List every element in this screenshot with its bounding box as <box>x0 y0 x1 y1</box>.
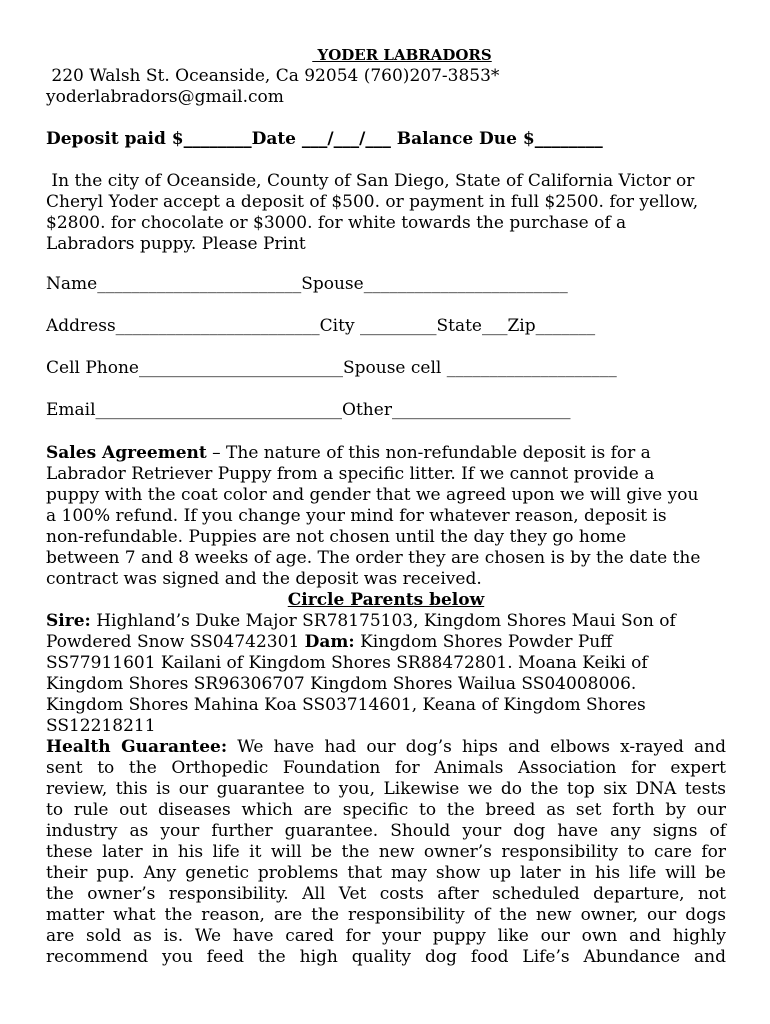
dam-label: Dam: <box>304 632 355 652</box>
sales-agreement-label: Sales Agreement <box>46 443 207 463</box>
sales-agreement-text: – The nature of this non-refundable deposit is for a <box>206 443 651 463</box>
dam-line <box>46 632 726 653</box>
sire-label: Sire: <box>46 611 91 631</box>
sales-agreement-line: puppy with the coat color and gender that we agreed upon we will give you <box>46 485 699 505</box>
parents-line2-text: Powdered Snow SS04742301 <box>46 632 305 652</box>
health-line: their pup. Any genetic problems that may show up later in his life will be <box>46 863 726 883</box>
name-spouse-field[interactable]: Name________________________Spouse________________________ <box>46 274 568 294</box>
health-line: the owner’s responsibility. All Vet costs after scheduled departure, not <box>46 884 726 904</box>
health-line: industry as your further guarantee. Should your dog have any signs of <box>46 821 726 841</box>
health-line: are sold as is. We have cared for your puppy like our own and highly <box>46 926 726 946</box>
sales-agreement-first-line <box>46 443 726 464</box>
health-text: We have had our dog’s hips and elbows x-rayed and <box>227 737 726 757</box>
parents-line: Kingdom Shores Mahina Koa SS03714601, Keana of Kingdom Shores <box>46 695 646 715</box>
sire-text: Highland’s Duke Major SR78175103, Kingdom Shores Maui Son of <box>90 611 676 631</box>
sales-agreement-section <box>46 443 726 968</box>
dam-text: Kingdom Shores Powder Puff <box>354 632 613 652</box>
parents-line: Kingdom Shores SR96306707 Kingdom Shores Wailua SS04008006. <box>46 674 637 694</box>
sire-line <box>46 611 726 632</box>
sales-agreement-line: Labrador Retriever Puppy from a specific litter. If we cannot provide a <box>46 464 655 484</box>
parents-line: SS77911601 Kailani of Kingdom Shores SR88472801. Moana Keiki of <box>46 653 648 673</box>
intro-line: $2800. for chocolate or $3000. for white towards the purchase of a <box>46 213 627 233</box>
sales-agreement-line: non-refundable. Puppies are not chosen until the day they go home <box>46 527 627 547</box>
sales-agreement-line: between 7 and 8 weeks of age. The order they are chosen is by the date the <box>46 548 701 568</box>
health-label: Health Guarantee: <box>46 737 228 757</box>
deposit-line: Deposit paid $________Date ___/___/___ Balance Due $________ <box>46 129 603 149</box>
parents-heading: Circle Parents below <box>287 590 485 610</box>
header-contact <box>46 66 726 108</box>
sales-agreement-line: contract was signed and the deposit was received. <box>46 569 482 589</box>
health-line: recommend you feed the high quality dog food Life’s Abundance and <box>46 947 726 967</box>
cell-phone-field[interactable]: Cell Phone________________________Spouse cell ____________________ <box>46 358 617 378</box>
intro-line: In the city of Oceanside, County of San Diego, State of California Victor or <box>46 171 695 191</box>
health-line: review, this is our guarantee to you, Likewise we do the top six DNA tests <box>46 779 726 799</box>
health-line: matter what the reason, are the responsibility of the new owner, our dogs <box>46 905 726 925</box>
sales-agreement-line: a 100% refund. If you change your mind for whatever reason, deposit is <box>46 506 667 526</box>
page-title: YODER LABRADORS <box>312 46 492 64</box>
header-email: yoderlabradors@gmail.com <box>46 87 284 107</box>
intro-paragraph <box>46 171 726 255</box>
email-other-field[interactable]: Email_____________________________Other_____________________ <box>46 400 571 420</box>
intro-line: Cheryl Yoder accept a deposit of $500. or payment in full $2500. for yellow, <box>46 192 699 212</box>
health-first-line <box>46 737 726 758</box>
header-address: 220 Walsh St. Oceanside, Ca 92054 (760)207-3853* <box>46 66 500 86</box>
parents-line: SS12218211 <box>46 716 156 736</box>
health-line: to rule out diseases which are specific to the breed as set forth by our <box>46 800 726 820</box>
intro-line: Labradors puppy. Please Print <box>46 234 306 254</box>
health-line: sent to the Orthopedic Foundation for Animals Association for expert <box>46 758 726 778</box>
health-line: these later in his life it will be the new owner’s responsibility to care for <box>46 842 726 862</box>
address-city-state-zip-field[interactable]: Address________________________City _________State___Zip_______ <box>46 316 596 336</box>
